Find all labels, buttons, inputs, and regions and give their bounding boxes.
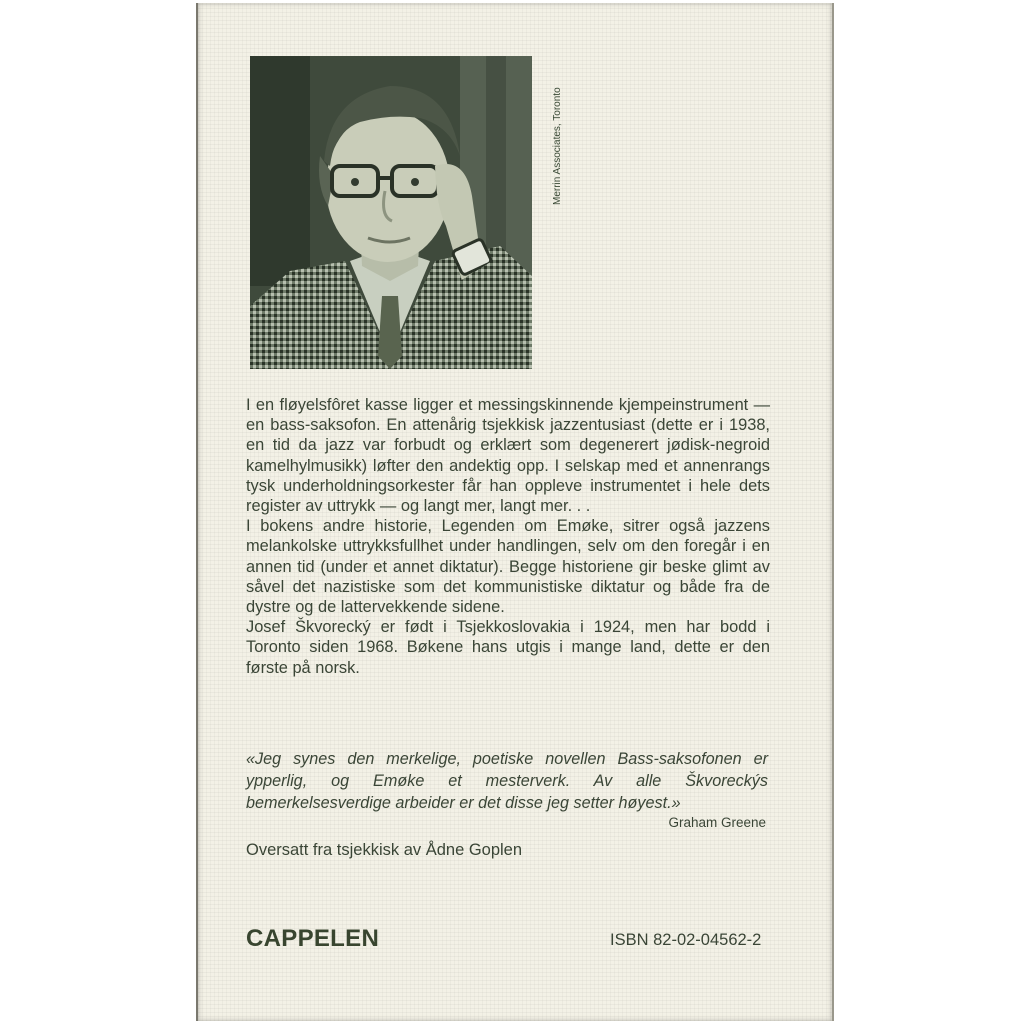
author-portrait-photo [250, 56, 532, 369]
blurb-paragraph-3: Josef Škvorecký er født i Tsjekkoslovakia i 1924, men har bodd i Toronto siden 1968. Bøkene hans utgis i mange land, dette er den første på norsk. [246, 618, 770, 677]
publisher-logo: CAPPELEN [246, 925, 380, 952]
quote-author: Graham Greene [668, 815, 766, 830]
review-quote: «Jeg synes den merkelige, poetiske novellen Bass-saksofonen er ypperlig, og Emøke et mesterverk. Av alle Škvoreckýs bemerkelsesverdige arbeider er det disse jeg setter høyest.» [246, 750, 768, 813]
book-back-cover [196, 3, 834, 1021]
photo-credit-text: Merrin Associates, Toronto [552, 87, 563, 205]
blurb [246, 395, 770, 678]
blurb-paragraph-1: I en fløyelsfôret kasse ligger et messingskinnende kjempeinstrument — en bass-saksofon. En attenårig tsjekkisk jazzentusiast (dette er i 1938, en tid da jazz var forbudt og erklært som degenerert jødisk-negroid kamelhylmusikk) løfter den andektig opp. I selskap med et annenrangs tysk underholdningsorkester får han oppleve instrumentet i hele dets register av uttrykk — og langt mer, langt mer. . . [246, 396, 770, 516]
translator-credit: Oversatt fra tsjekkisk av Ådne Goplen [246, 841, 523, 859]
isbn: ISBN 82-02-04562-2 [610, 931, 762, 949]
photo-credit [538, 53, 563, 213]
blurb-paragraph-2: I bokens andre historie, Legenden om Emøke, sitrer også jazzens melankolske uttrykksfullhet under handlingen, selv om den foregår i en annen tid (under et annet diktatur). Begge historiene gir beske glimt av såvel det nazistiske som det kommunistiske diktatur og både fra de dystre og de lattervekkende sidene. [246, 517, 770, 617]
